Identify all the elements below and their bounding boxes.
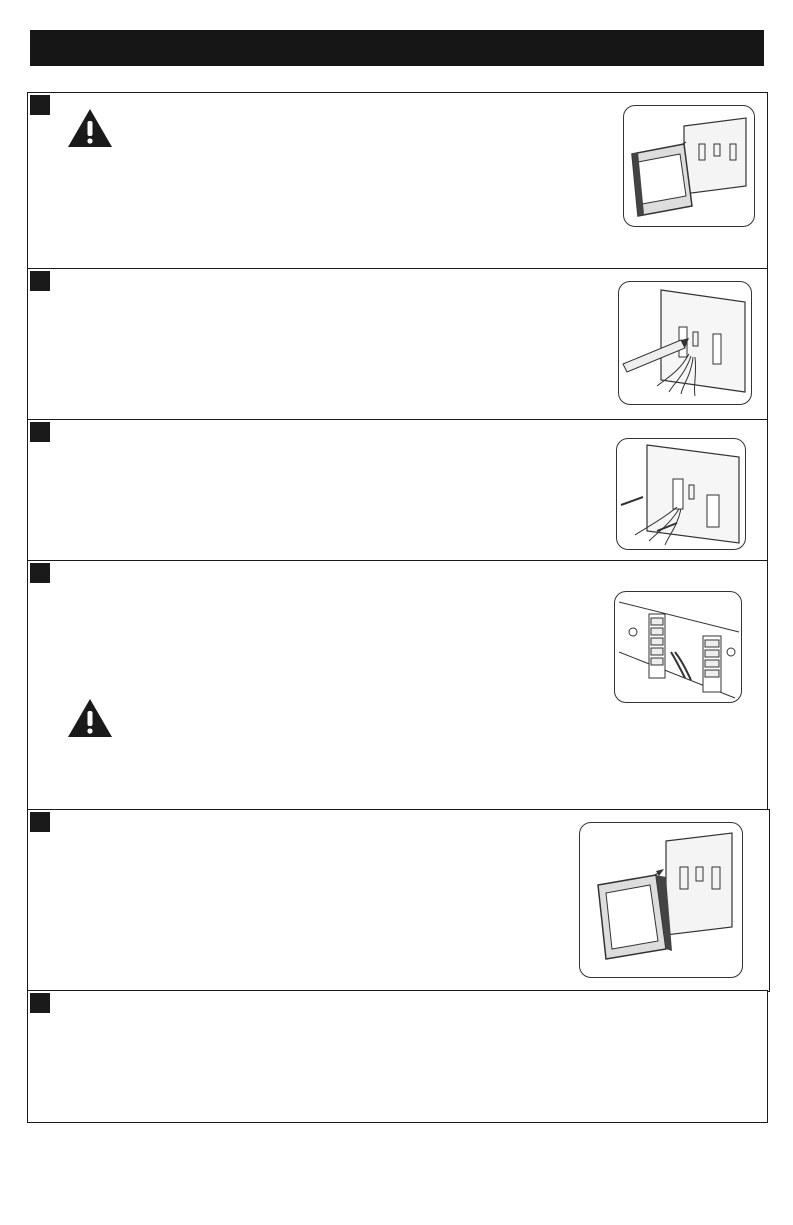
step-2-illustration — [618, 281, 752, 405]
step-4-number — [30, 563, 50, 583]
step-6-number — [30, 993, 50, 1013]
step-3-section — [27, 419, 768, 562]
step-5-number — [30, 812, 50, 832]
header-bar — [30, 30, 764, 66]
warning-triangle-icon — [66, 697, 114, 739]
step-4-illustration — [614, 591, 742, 703]
step-2-section — [27, 268, 768, 421]
step-3-illustration — [616, 438, 746, 550]
step-1-number — [30, 95, 50, 115]
warning-triangle-icon — [66, 107, 114, 149]
step-1-illustration — [623, 105, 755, 227]
step-3-number — [30, 422, 50, 442]
step-5-section — [27, 809, 770, 992]
step-2-number — [30, 271, 50, 291]
step-4-section — [27, 560, 768, 811]
step-6-section — [27, 990, 768, 1123]
step-5-illustration — [579, 822, 743, 978]
step-1-section — [27, 92, 768, 270]
